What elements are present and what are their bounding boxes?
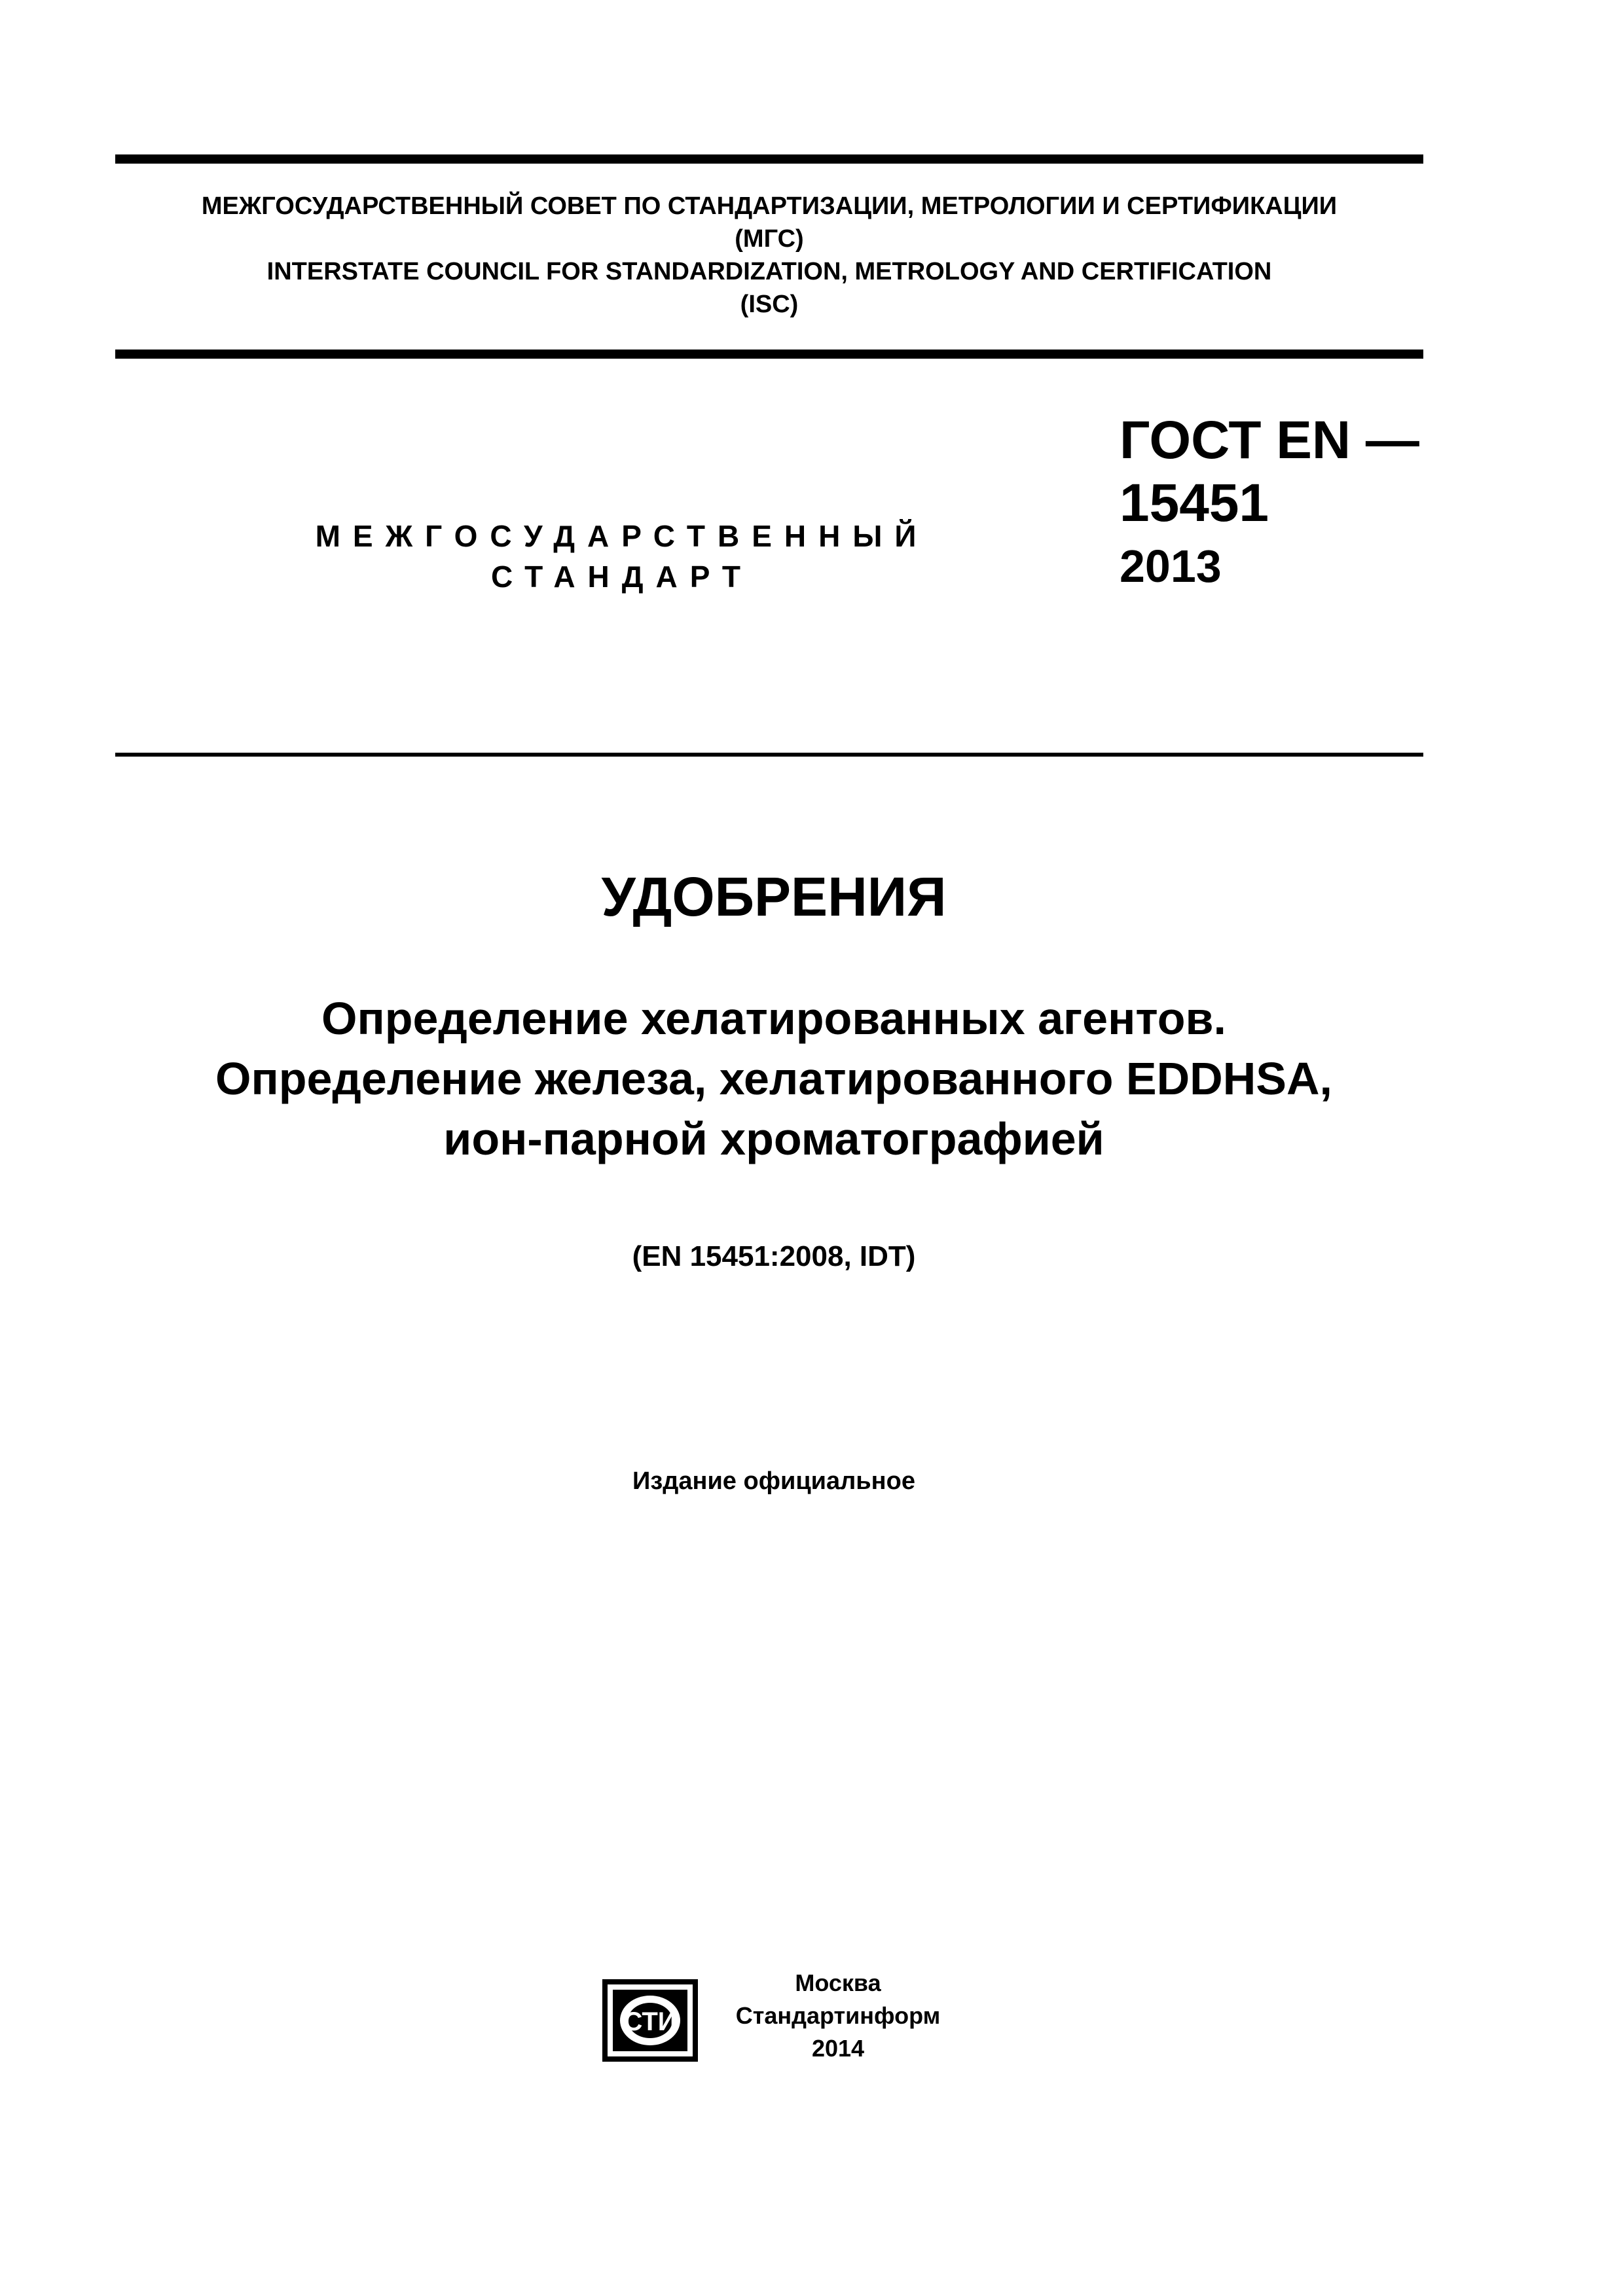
standard-type-line1: МЕЖГОСУДАРСТВЕННЫЙ	[315, 519, 929, 553]
council-header	[115, 190, 1423, 321]
designation-prefix: ГОСТ EN —	[1120, 410, 1419, 470]
publisher-name: Стандартинформ	[735, 2002, 941, 2029]
standard-designation	[1120, 409, 1419, 598]
top-rule	[115, 154, 1423, 164]
subtitle-line1: Определение хелатированных агентов.	[321, 993, 1226, 1044]
subtitle-line2: Определение железа, хелатированного EDDHSA,	[215, 1053, 1332, 1104]
standard-type	[275, 516, 969, 597]
middle-rule	[115, 350, 1423, 359]
standard-type-line2: СТАНДАРТ	[491, 560, 753, 594]
equivalence-note: (EN 15451:2008, IDT)	[632, 1240, 916, 1272]
publisher-city: Москва	[795, 1969, 881, 1996]
logo-text: СТИ	[623, 2007, 677, 2036]
document-title: УДОБРЕНИЯ	[601, 866, 947, 927]
designation-year: 2013	[1120, 541, 1222, 592]
publisher-year: 2014	[811, 2035, 865, 2062]
subtitle-line3: ион-парной хроматографией	[443, 1113, 1104, 1164]
standartinform-logo-icon	[601, 1978, 699, 2063]
council-name-en: INTERSTATE COUNCIL FOR STANDARDIZATION, METROLOGY AND CERTIFICATION	[266, 258, 1272, 285]
thin-rule	[115, 753, 1423, 757]
publisher-block	[714, 1967, 962, 2065]
edition-note: Издание официальное	[632, 1467, 915, 1495]
council-abbr-en: (ISC)	[740, 291, 799, 318]
council-abbr-ru: (МГС)	[735, 225, 804, 253]
council-name-ru: МЕЖГОСУДАРСТВЕННЫЙ СОВЕТ ПО СТАНДАРТИЗАЦИИ, МЕТРОЛОГИИ И СЕРТИФИКАЦИИ	[201, 192, 1338, 220]
designation-number: 15451	[1120, 473, 1269, 533]
document-subtitle	[115, 988, 1432, 1169]
